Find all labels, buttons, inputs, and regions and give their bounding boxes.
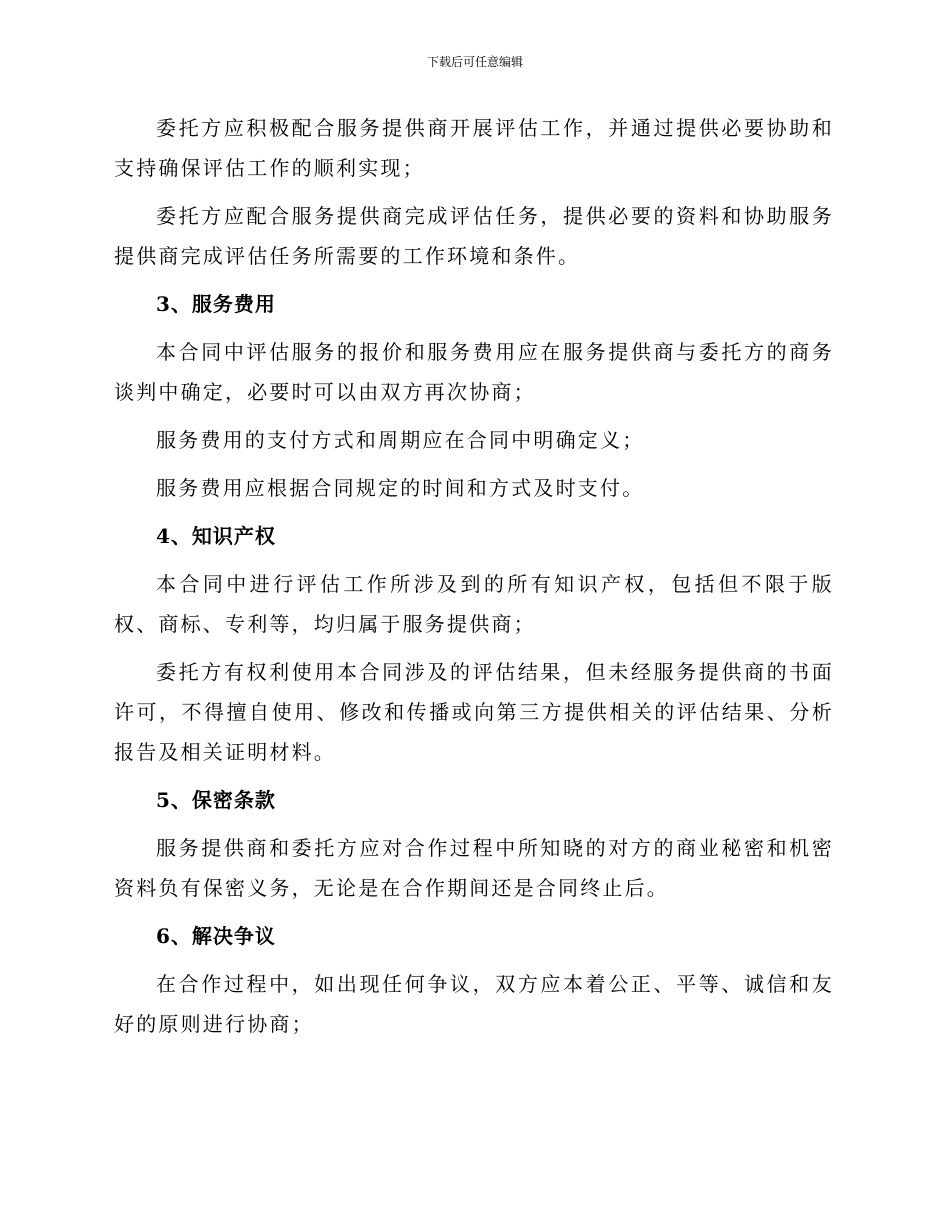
section-heading: 3、服务费用	[156, 292, 276, 316]
section-heading: 5、保密条款	[156, 788, 276, 812]
paragraph: 委托方应配合服务提供商完成评估任务，提供必要的资料和协助服务提供商完成评估任务所需要的工作环境和条件。	[114, 204, 834, 268]
paragraph: 委托方应积极配合服务提供商开展评估工作，并通过提供必要协助和支持确保评估工作的顺利实现；	[114, 116, 834, 180]
paragraph: 在合作过程中，如出现任何争议，双方应本着公正、平等、诚信和友好的原则进行协商；	[114, 972, 834, 1036]
document-body	[114, 108, 834, 1052]
paragraph: 服务费用的支付方式和周期应在合同中明确定义；	[156, 428, 645, 452]
section-heading: 6、解决争议	[156, 924, 276, 948]
paragraph: 委托方有权利使用本合同涉及的评估结果，但未经服务提供商的书面许可，不得擅自使用、修改和传播或向第三方提供相关的评估结果、分析报告及相关证明材料。	[114, 660, 834, 764]
section-heading: 4、知识产权	[156, 524, 276, 548]
paragraph: 本合同中进行评估工作所涉及到的所有知识产权，包括但不限于版权、商标、专利等，均归属于服务提供商；	[114, 572, 834, 636]
header-note: 下载后可任意编辑	[426, 55, 523, 69]
paragraph: 服务提供商和委托方应对合作过程中所知晓的对方的商业秘密和机密资料负有保密义务，无论是在合作期间还是合同终止后。	[114, 836, 834, 900]
paragraph: 本合同中评估服务的报价和服务费用应在服务提供商与委托方的商务谈判中确定，必要时可以由双方再次协商；	[114, 340, 834, 404]
paragraph: 服务费用应根据合同规定的时间和方式及时支付。	[156, 476, 645, 500]
